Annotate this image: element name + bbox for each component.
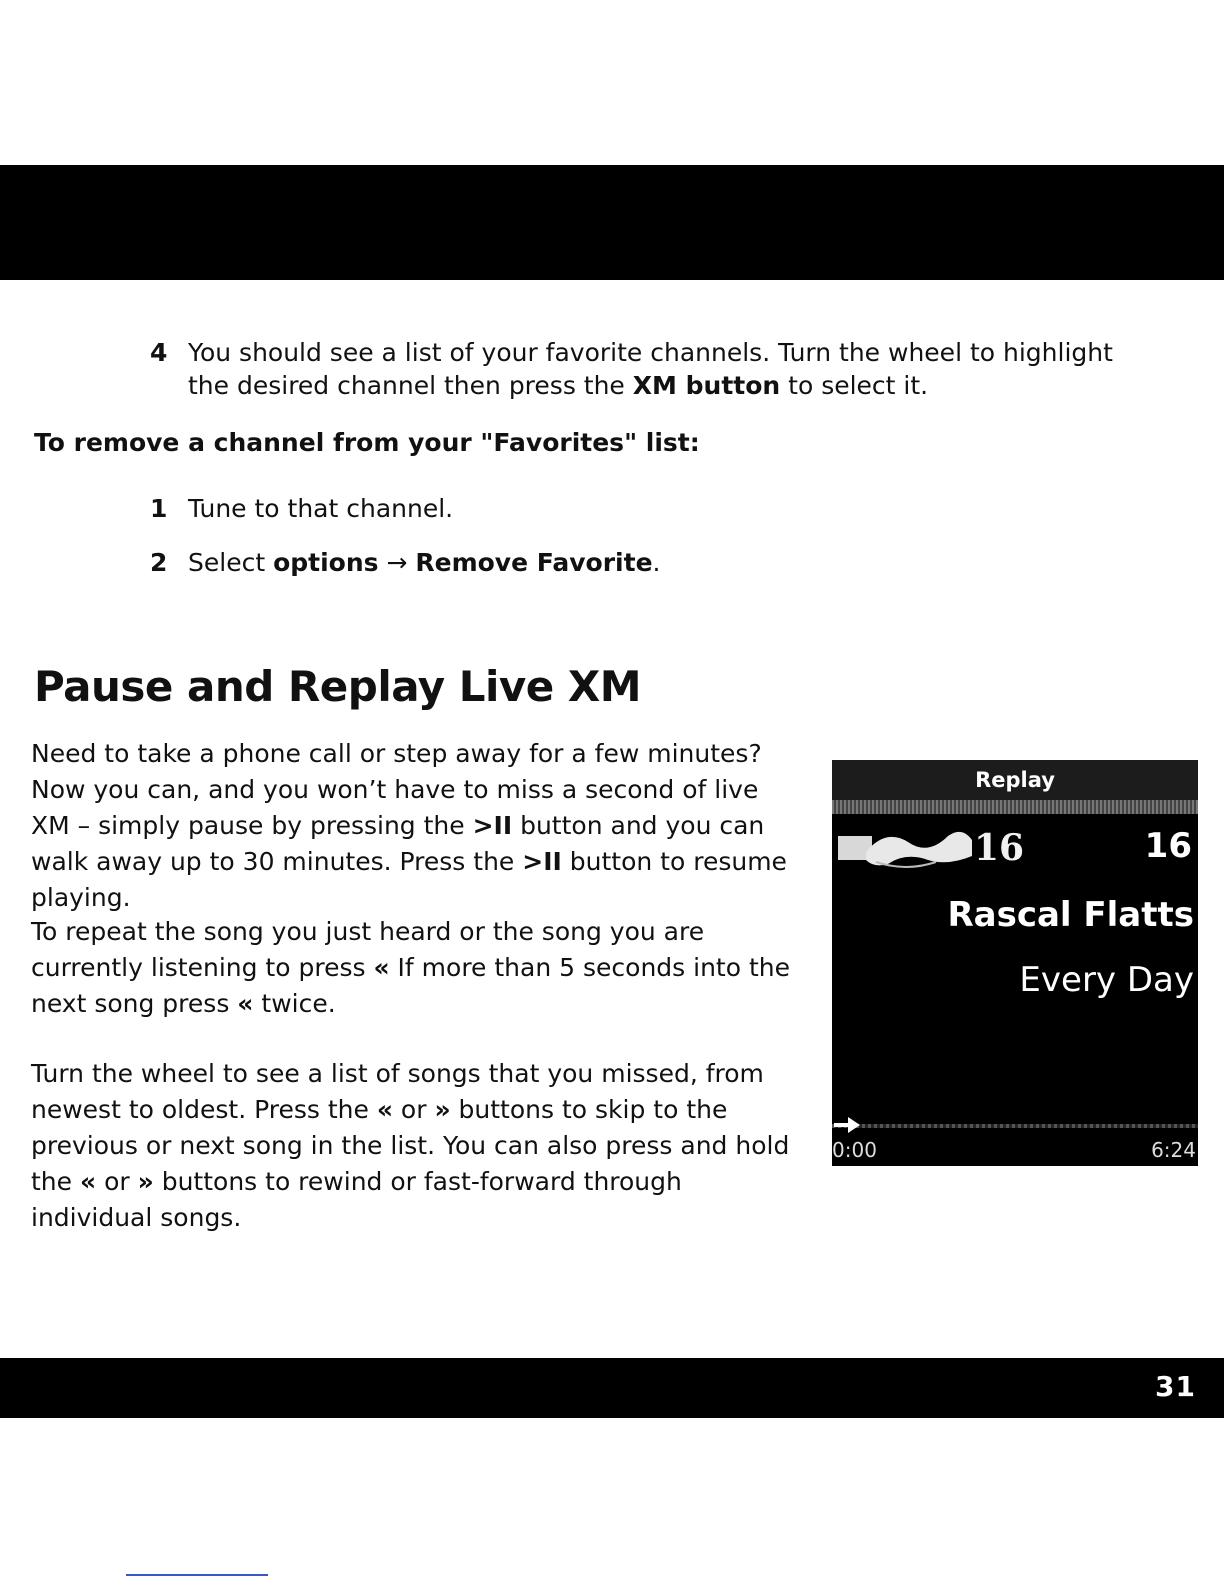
- step-number: 2: [150, 548, 168, 577]
- remove-favorite-term: Remove Favorite: [415, 548, 653, 577]
- channel-logo-icon: [836, 822, 1026, 872]
- remove-favorite-heading: To remove a channel from your "Favorites" list:: [34, 428, 700, 457]
- step-number: 4: [150, 338, 168, 367]
- fast-forward-icon: »: [434, 1095, 451, 1124]
- page-number: 31: [1155, 1370, 1196, 1403]
- time-elapsed: 0:00: [832, 1138, 877, 1162]
- song-title: Every Day: [1019, 960, 1194, 1000]
- step-number: 1: [150, 494, 168, 523]
- header-band: [0, 165, 1224, 280]
- step-text: Tune to that channel.: [188, 494, 454, 523]
- footer-band: [0, 1358, 1224, 1418]
- step-text: Select options → Remove Favorite.: [188, 548, 661, 577]
- options-term: options: [273, 548, 379, 577]
- footer-rule: [126, 1574, 268, 1576]
- play-pause-icon: >II: [472, 811, 513, 840]
- xm-button-term: XM button: [632, 371, 781, 400]
- rewind-icon: «: [376, 1095, 393, 1124]
- section-title: Pause and Replay Live XM: [34, 662, 642, 711]
- device-screen: [832, 760, 1198, 1166]
- progress-marker-icon: [834, 1114, 864, 1136]
- artist-name: Rascal Flatts: [947, 895, 1194, 935]
- channel-number: 16: [1144, 826, 1192, 866]
- repeat-paragraph: To repeat the song you just heard or the song you are currently listening to press « If more than 5 seconds into the next song press « twice.: [31, 917, 790, 1018]
- rewind-icon: «: [79, 1167, 97, 1196]
- pause-paragraph: Need to take a phone call or step away for a few minutes? Now you can, and you won’t have to miss a second of live XM – simply pause by pressing the >II button and you can walk away up to 30 minutes. Press the >II button to resume playing.: [31, 739, 787, 912]
- rewind-icon: «: [237, 989, 254, 1018]
- song-list-paragraph: Turn the wheel to see a list of songs that you missed, from newest to oldest. Press the « or » buttons to skip to the previous or next song in the list. You can also press and hold the « or » buttons to rewind or fast-forward through individual songs.: [31, 1059, 790, 1232]
- progress-bar: [832, 1124, 1198, 1128]
- svg-text:16: 16: [974, 827, 1025, 869]
- rewind-icon: «: [373, 953, 390, 982]
- device-header: Replay: [832, 760, 1198, 800]
- device-header-stripe: [832, 800, 1198, 814]
- time-total: 6:24: [1151, 1138, 1196, 1162]
- fast-forward-icon: »: [137, 1167, 154, 1196]
- arrow-icon: →: [378, 548, 416, 577]
- step-text: You should see a list of your favorite channels. Turn the wheel to highlight the desired channel then press the XM button to select it.: [188, 338, 1113, 400]
- play-pause-icon: >II: [522, 847, 562, 876]
